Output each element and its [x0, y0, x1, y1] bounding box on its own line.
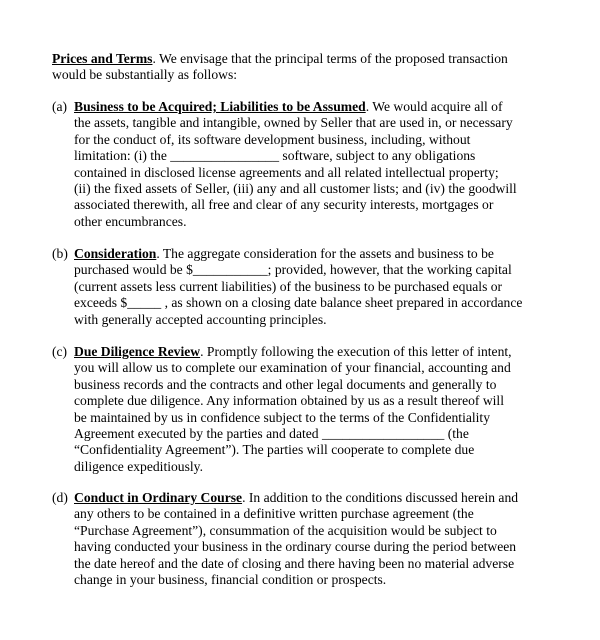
clause-line: the date hereof and the date of closing and there having been no material adverse: [74, 555, 515, 571]
clause-line: associated therewith, all free and clear of any security interests, mortgages or: [74, 197, 494, 213]
clause-line: the assets, tangible and intangible, owned by Seller that are used in, or necessary: [74, 115, 513, 131]
clause-line: “Purchase Agreement”), consummation of the acquisition would be subject to: [74, 522, 497, 538]
clause-line: diligence expeditiously.: [74, 458, 203, 474]
clause-line: exceeds $_____ , as shown on a closing date balance sheet prepared in accordance: [74, 295, 523, 311]
clause-marker: (d): [52, 490, 68, 505]
prices-and-terms-paragraph: [52, 51, 572, 84]
clause-line: Business to be Acquired; Liabilities to be Assumed. We would acquire all of: [74, 99, 503, 114]
clause-line: any others to be contained in a definitive written purchase agreement (the: [74, 506, 474, 522]
clause-marker: (b): [52, 246, 68, 261]
clause-line: other encumbrances.: [74, 213, 187, 229]
clause-line: having conducted your business in the ordinary course during the period between: [74, 539, 517, 555]
clause-line: you will allow us to complete our examination of your financial, accounting and: [74, 360, 511, 376]
paragraph-line: would be substantially as follows:: [52, 67, 238, 83]
clause-marker: (c): [52, 344, 68, 359]
clause-line: limitation: (i) the ________________ software, subject to any obligations: [74, 148, 476, 164]
clause-line: Consideration. The aggregate consideration for the assets and business to be: [74, 246, 494, 261]
clause-heading: Business to be Acquired; Liabilities to be Assumed: [74, 99, 366, 114]
clause-body: [74, 344, 572, 475]
clause-line: business records and the contracts and other legal documents and generally to: [74, 376, 497, 392]
clause-body: [74, 99, 572, 230]
clause-body: [74, 490, 572, 588]
clause-line: for the conduct of, its software development business, including, without: [74, 131, 471, 147]
clause-line: “Confidentiality Agreement”). The parties will cooperate to complete due: [74, 442, 475, 458]
clause-marker: (a): [52, 99, 68, 114]
clause-c: [52, 344, 572, 475]
clause-heading: Conduct in Ordinary Course: [74, 490, 243, 505]
clause-body: [74, 246, 572, 328]
clause-line: Conduct in Ordinary Course. In addition to the conditions discussed herein and: [74, 490, 519, 505]
clause-line: Due Diligence Review. Promptly following the execution of this letter of intent,: [74, 344, 512, 359]
clause-line: Agreement executed by the parties and dated __________________ (the: [74, 426, 469, 442]
clause-heading: Due Diligence Review: [74, 344, 201, 359]
section-heading: Prices and Terms: [52, 51, 153, 66]
paragraph-line: Prices and Terms. We envisage that the principal terms of the proposed transaction: [52, 51, 508, 66]
clause-line: (current assets less current liabilities) of the business to be purchased equals or: [74, 278, 503, 294]
clause-line: (ii) the fixed assets of Seller, (iii) any and all customer lists; and (iv) the goodwill: [74, 181, 517, 197]
clause-line: with generally accepted accounting principles.: [74, 311, 327, 327]
clause-line: be maintained by us in confidence subject to the terms of the Confidentiality: [74, 409, 491, 425]
clause-b: [52, 246, 572, 328]
clause-line: purchased would be $___________; provided, however, that the working capital: [74, 262, 512, 278]
clause-heading: Consideration: [74, 246, 157, 261]
clause-line: contained in disclosed license agreements and all related intellectual property;: [74, 164, 499, 180]
clause-d: [52, 490, 572, 588]
clause-a: [52, 99, 572, 230]
clause-line: change in your business, financial condition or prospects.: [74, 572, 387, 588]
clause-line: complete due diligence. Any information obtained by us as a result thereof will: [74, 393, 504, 409]
